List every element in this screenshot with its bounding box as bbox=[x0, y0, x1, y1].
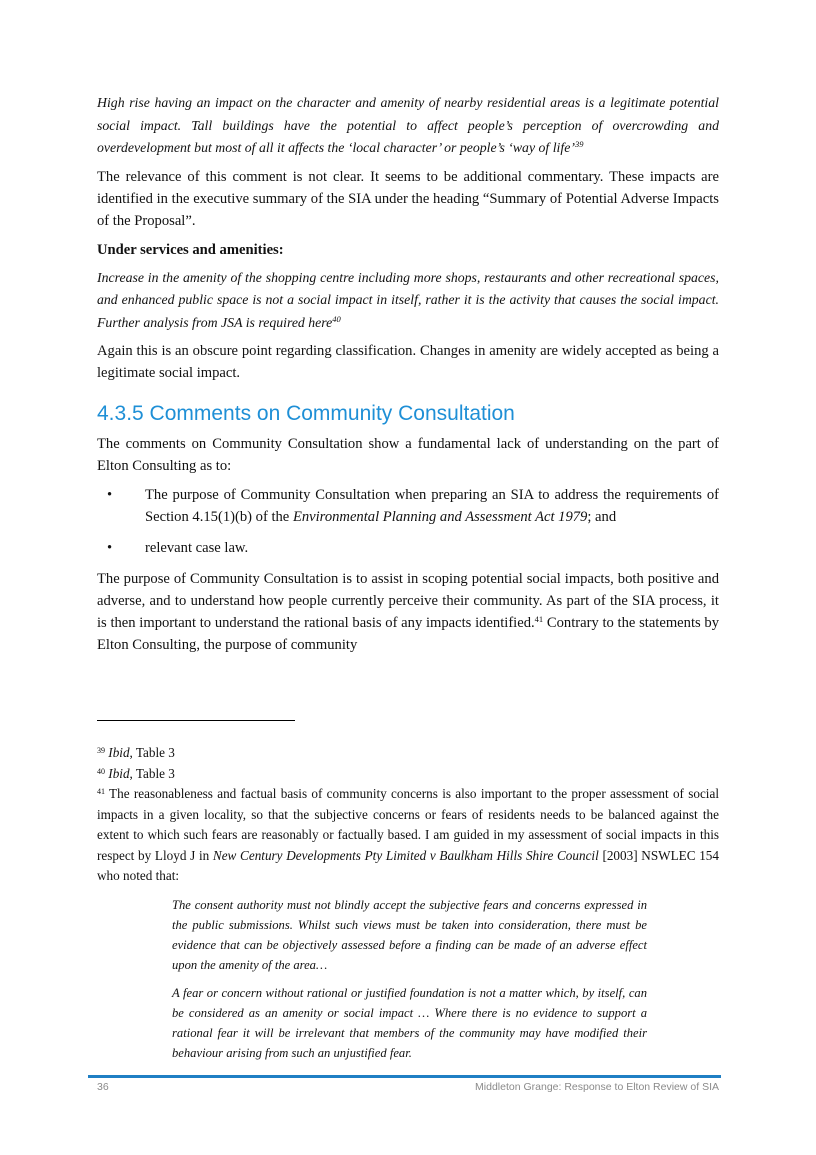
footnote-40: $^{40}$ Ibid, Table 3 bbox=[97, 765, 175, 781]
section-heading: 4.3.5 Comments on Community Consultation bbox=[97, 402, 515, 425]
bullet-icon: • bbox=[107, 487, 113, 503]
subheading-services: Under services and amenities: bbox=[97, 241, 284, 258]
quote-amenity: Increase in the amenity of the shopping centre including more shops, restaurants and other recreational spaces, and enhanced public space is not a social impact in itself, rather it is the activity that causes the social impact. Further analysis from JSA is required here$^{40}$ bbox=[97, 269, 719, 330]
list-item: • The purpose of Community Consultation when preparing an SIA to address the requirements of Section 4.15(1)(b) of the Environmental Planning and Assessment Act 1979; and bbox=[97, 484, 719, 528]
footnote-ref-40[interactable]: 40 bbox=[332, 313, 341, 324]
bullet-icon: • bbox=[107, 540, 113, 556]
page-number: 36 bbox=[97, 1081, 109, 1093]
footnote-ref-41[interactable]: 41 bbox=[534, 614, 544, 624]
footnote-41: $^{41}$ The reasonableness and factual basis of community concerns is also important to the proper assessment of social impacts in a given locality, so that the subjective concerns or fears of residents needs to be balanced against the extent to which such fears are reasonably or factually based. I am guided in my assessment of social impacts in this respect by Lloyd J in New Century Developments Pty Limited v Baulkham Hills Shire Council [2003] NSWLEC 154 who noted that: bbox=[97, 786, 719, 883]
footnote-divider bbox=[97, 720, 295, 721]
case-blockquote bbox=[172, 895, 647, 1063]
paragraph-classification: Again this is an obscure point regarding classification. Changes in amenity are widely accepted as being a legitimate social impact. bbox=[97, 343, 719, 381]
blockquote-paragraph: A fear or concern without rational or justified foundation is not a matter which, by itself, can be considered as an amenity or social impact … Where there is no evidence to support a rational fear it will be irrelevant that members of the community may have modified their behaviour arising from such an unjustified fear. bbox=[172, 985, 647, 1060]
case-citation: New Century Developments Pty Limited v Baulkham Hills Shire Council bbox=[212, 847, 599, 863]
page-body bbox=[97, 92, 719, 663]
act-title: Environmental Planning and Assessment Act 1979 bbox=[292, 509, 588, 525]
paragraph-consultation-intro: The comments on Community Consultation show a fundamental lack of understanding on the part of Elton Consulting as to: bbox=[97, 436, 719, 474]
bullet-list bbox=[97, 484, 719, 559]
blockquote-paragraph: The consent authority must not blindly accept the subjective fears and concerns expressed in the public submissions. Whilst such views must be taken into consideration, there must be evidence that can be objectively assessed before a finding can be made of an adverse effect upon the amenity of the area… bbox=[172, 897, 647, 972]
footnotes bbox=[97, 720, 719, 1071]
footer-rule bbox=[88, 1075, 721, 1078]
footnote-39: $^{39}$ Ibid, Table 3 bbox=[97, 745, 175, 760]
paragraph-purpose: The purpose of Community Consultation is to assist in scoping potential social impacts, both positive and adverse, and to understand how people currently perceive their community. As part of the SIA process, it is then important to understand the rational basis of any impacts identified.$^{41}$ Contrary to the statements by Elton Consulting, the purpose of community bbox=[97, 571, 719, 653]
footer-title: Middleton Grange: Response to Elton Review of SIA bbox=[475, 1081, 719, 1093]
list-item: • relevant case law. bbox=[97, 537, 719, 559]
paragraph-relevance: The relevance of this comment is not clear. It seems to be additional commentary. These impacts are identified in the executive summary of the SIA under the heading “Summary of Potential Adverse Impacts of the Proposal”. bbox=[97, 168, 719, 229]
quote-high-rise: High rise having an impact on the character and amenity of nearby residential areas is a legitimate potential social impact. Tall buildings have the potential to affect people’s perception of overcrowding and overdevelopment but most of all it affects the ‘local character’ or people’s ‘way of life’$^{39}$ bbox=[97, 95, 719, 155]
footnote-ref-39[interactable]: 39 bbox=[574, 139, 584, 149]
